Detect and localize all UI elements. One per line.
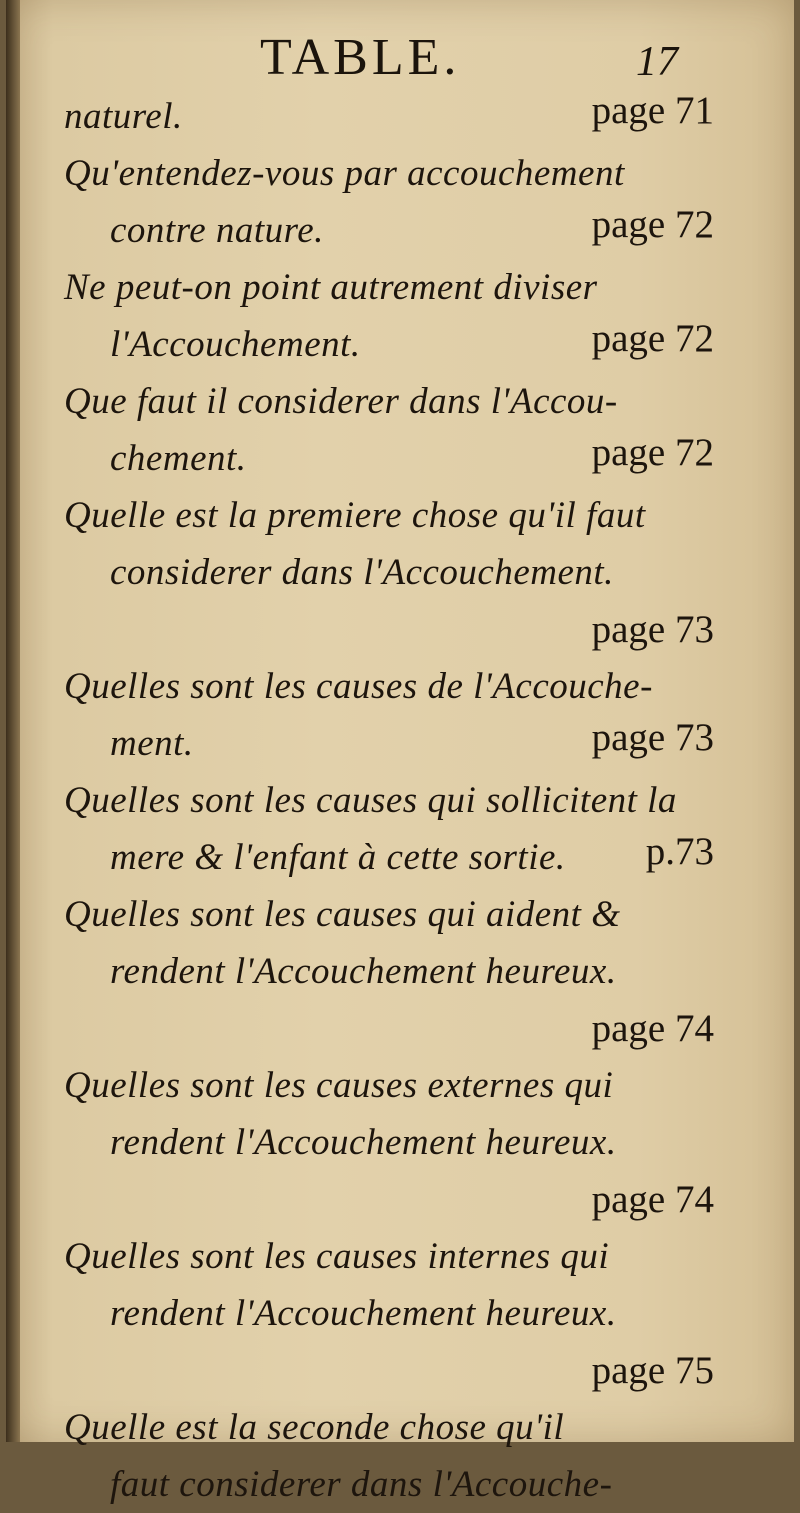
toc-entry-line: Que faut il considerer dans l'Accou- xyxy=(64,381,618,422)
toc-entry-line-row xyxy=(64,1228,714,1285)
toc-entry-line-row xyxy=(64,715,714,772)
toc-entry-line: Qu'entendez-vous par accouchement xyxy=(64,153,625,194)
toc-entry xyxy=(64,1399,714,1513)
toc-entry-line-row xyxy=(64,1114,714,1171)
page-number: 17 xyxy=(636,39,678,85)
toc-entry-line-row xyxy=(64,145,714,202)
toc-page-ref: page 74 xyxy=(591,1007,714,1050)
toc-page-ref-row xyxy=(64,1171,714,1228)
toc-page-ref: page 72 xyxy=(591,203,714,246)
toc-entry-line: Quelles sont les causes internes qui xyxy=(64,1236,610,1277)
toc-entry-line: ment. xyxy=(110,723,194,764)
toc-page-ref: page 74 xyxy=(591,1178,714,1221)
toc-entry-line-row xyxy=(64,544,714,601)
toc-entry-line-row xyxy=(64,373,714,430)
toc-entry-line: naturel. xyxy=(64,96,183,137)
toc-entry-line-row xyxy=(64,1057,714,1114)
toc-entry xyxy=(64,259,714,373)
book-page xyxy=(6,0,794,1505)
toc-page-ref: page 75 xyxy=(591,1349,714,1392)
running-head xyxy=(6,28,794,88)
toc-entry xyxy=(64,772,714,886)
table-of-contents xyxy=(64,88,714,1513)
toc-entry-line-row xyxy=(64,88,714,145)
toc-entry-line: chement. xyxy=(110,438,247,479)
toc-entry-line: contre nature. xyxy=(110,210,324,251)
toc-entry-line-row xyxy=(64,430,714,487)
toc-entry-line: Quelles sont les causes qui aident & xyxy=(64,894,621,935)
toc-entry xyxy=(64,886,714,1057)
toc-entry xyxy=(64,145,714,259)
toc-entry-line: rendent l'Accouchement heureux. xyxy=(110,1293,617,1334)
toc-entry-line: rendent l'Accouchement heureux. xyxy=(110,1122,617,1163)
running-title: TABLE. xyxy=(260,29,461,86)
toc-entry-line: considerer dans l'Accouchement. xyxy=(110,552,614,593)
book-spine xyxy=(6,0,20,1442)
toc-entry-line: rendent l'Accouchement heureux. xyxy=(110,951,617,992)
toc-entry-line-row xyxy=(64,829,714,886)
toc-entry-line-row xyxy=(64,658,714,715)
toc-entry-line: Quelle est la premiere chose qu'il faut xyxy=(64,495,646,536)
toc-entry-line: Ne peut-on point autrement diviser xyxy=(64,267,598,308)
toc-page-ref-row xyxy=(64,601,714,658)
toc-entry-line: mere & l'enfant à cette sortie. xyxy=(110,837,566,878)
toc-entry-line-row xyxy=(64,487,714,544)
toc-page-ref: p.73 xyxy=(645,830,714,873)
toc-entry-line: l'Accouchement. xyxy=(110,324,361,365)
toc-entry-line-row xyxy=(64,1285,714,1342)
toc-entry xyxy=(64,487,714,658)
toc-entry-line: faut considerer dans l'Accouche- xyxy=(110,1464,613,1505)
toc-page-ref: page 72 xyxy=(591,431,714,474)
toc-page-ref: page 73 xyxy=(591,608,714,651)
toc-page-ref: page 73 xyxy=(591,716,714,759)
toc-entry xyxy=(64,88,714,145)
toc-entry-line: Quelles sont les causes de l'Accouche- xyxy=(64,666,653,707)
toc-page-ref-row xyxy=(64,1342,714,1399)
toc-entry-line: Quelles sont les causes qui sollicitent la xyxy=(64,780,677,821)
toc-page-ref-row xyxy=(64,1000,714,1057)
toc-entry-line-row xyxy=(64,886,714,943)
toc-entry-line-row xyxy=(64,772,714,829)
toc-entry-line: Quelles sont les causes externes qui xyxy=(64,1065,614,1106)
toc-page-ref: page 71 xyxy=(591,89,714,132)
toc-entry xyxy=(64,1057,714,1228)
toc-entry xyxy=(64,1228,714,1399)
toc-entry xyxy=(64,658,714,772)
toc-entry-line-row xyxy=(64,943,714,1000)
toc-entry-line: Quelle est la seconde chose qu'il xyxy=(64,1407,565,1448)
toc-entry xyxy=(64,373,714,487)
toc-entry-line-row xyxy=(64,202,714,259)
toc-entry-line-row xyxy=(64,1399,714,1456)
toc-entry-line-row xyxy=(64,316,714,373)
toc-entry-line-row xyxy=(64,259,714,316)
toc-page-ref: page 72 xyxy=(591,317,714,360)
toc-entry-line-row xyxy=(64,1456,714,1513)
